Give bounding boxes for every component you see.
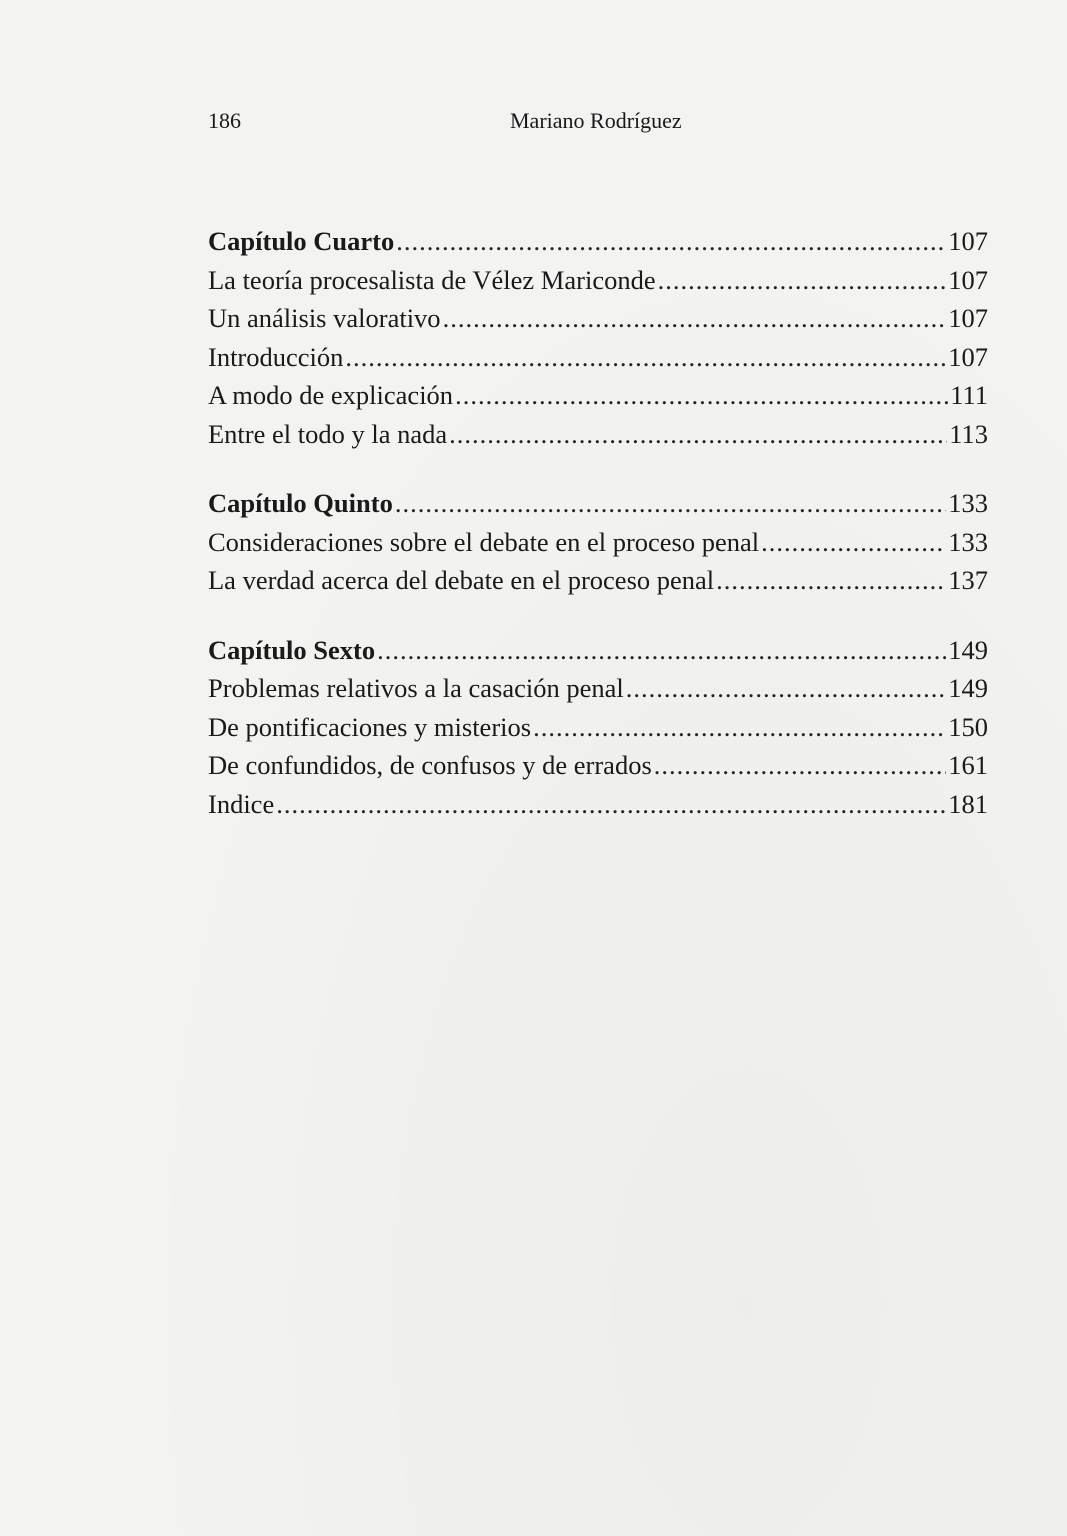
toc-section-capitulo-sexto: [208, 631, 988, 824]
toc-entry-page: 150: [948, 711, 988, 742]
dot-leader: [345, 338, 946, 377]
toc-entry-page: 107: [948, 226, 988, 256]
toc-entry-title: Capítulo Cuarto: [208, 226, 395, 256]
toc-section-capitulo-quinto: [208, 484, 988, 600]
toc-entry: [208, 669, 988, 708]
toc-entry: [208, 561, 988, 600]
toc-entry: [208, 299, 988, 338]
toc-entry: [208, 523, 988, 562]
toc-entry-title: Consideraciones sobre el debate en el proceso penal: [208, 526, 760, 557]
page-header: [208, 108, 988, 138]
toc-entry: [208, 415, 988, 454]
toc-entry-page: 137: [948, 565, 988, 595]
toc-entry-title: La verdad acerca del debate en el proceso penal: [208, 565, 715, 595]
toc-entry-page: 107: [948, 341, 988, 372]
dot-leader: [443, 299, 947, 338]
toc-entry: [208, 785, 988, 824]
toc-entry-title: Entre el todo y la nada: [208, 418, 448, 449]
toc-entry-page: 133: [948, 488, 988, 518]
toc-entry-title: Capítulo Quinto: [208, 488, 393, 518]
toc-entry: [208, 261, 988, 300]
toc-entry-page: 181: [948, 788, 988, 819]
dot-leader: [455, 376, 948, 415]
toc-entry: [208, 746, 988, 785]
toc-entry: [208, 338, 988, 377]
toc-entry-title: Un análisis valorativo: [208, 303, 441, 333]
toc-entry-page: 113: [949, 418, 988, 449]
running-head: Mariano Rodríguez: [510, 108, 682, 133]
toc-entry: [208, 708, 988, 747]
toc-section-capitulo-cuarto: [208, 222, 988, 453]
toc-entry-page: 149: [948, 673, 988, 703]
toc-entry-page: 149: [948, 634, 988, 665]
dot-leader: [449, 415, 947, 454]
dot-leader: [276, 785, 946, 824]
dot-leader: [716, 561, 946, 600]
toc-entry: [208, 631, 988, 670]
toc-entry: [208, 222, 988, 261]
toc-entry-title: Problemas relativos a la casación penal: [208, 673, 624, 703]
toc-entry-title: Introducción: [208, 341, 344, 372]
dot-leader: [396, 222, 946, 261]
toc-entry: [208, 484, 988, 523]
toc-entry-page: 107: [948, 264, 988, 295]
toc-entry-title: La teoría procesalista de Vélez Mariconde: [208, 264, 656, 295]
dot-leader: [658, 261, 947, 300]
dot-leader: [761, 523, 946, 562]
page-number: 186: [208, 108, 241, 133]
dot-leader: [377, 631, 946, 670]
dot-leader: [533, 708, 946, 747]
toc-entry: [208, 376, 988, 415]
toc-entry-page: 111: [950, 380, 988, 410]
toc-entry-title: Capítulo Sexto: [208, 634, 376, 665]
toc-entry-title: De confundidos, de confusos y de errados: [208, 750, 652, 780]
toc-entry-title: De pontificaciones y misterios: [208, 711, 532, 742]
toc-entry-page: 133: [948, 526, 988, 557]
toc-entry-title: A modo de explicación: [208, 380, 454, 410]
dot-leader: [654, 746, 946, 785]
toc-entry-title: Indice: [208, 788, 275, 819]
dot-leader: [626, 669, 947, 708]
dot-leader: [395, 484, 946, 523]
table-of-contents: [208, 222, 988, 854]
toc-entry-page: 161: [948, 750, 988, 780]
toc-entry-page: 107: [948, 303, 988, 333]
